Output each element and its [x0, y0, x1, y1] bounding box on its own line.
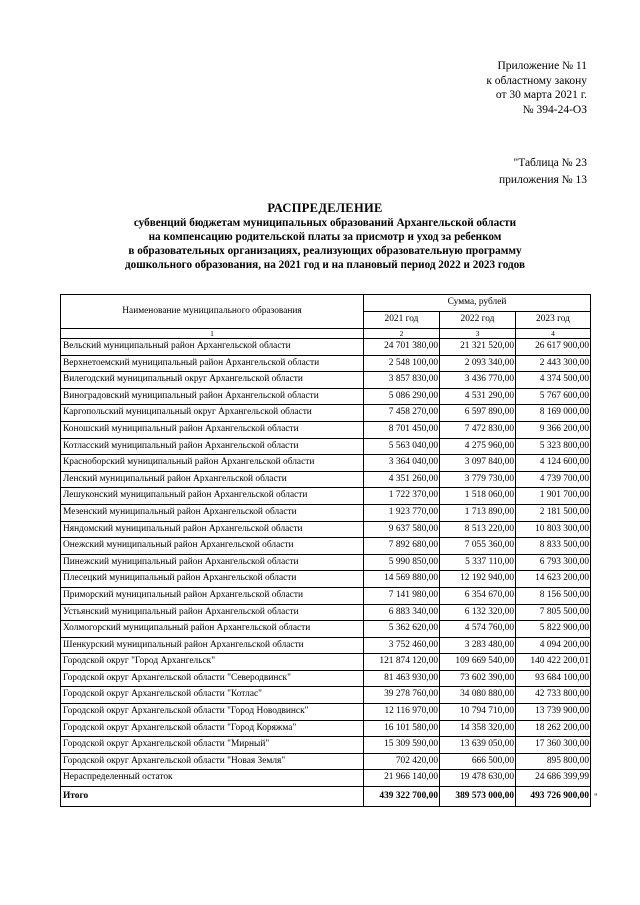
cell-amount-2021: 16 101 580,00 — [364, 720, 440, 737]
cell-amount-2023: 1 901 700,00 — [516, 488, 591, 505]
table-row — [61, 621, 591, 638]
header-name: Наименование муниципального образования — [61, 295, 364, 329]
table-body — [61, 339, 591, 807]
cell-amount-2023: 18 262 200,00 — [516, 720, 591, 737]
cell-amount-2022: 4 531 290,00 — [440, 388, 516, 405]
cell-municipality-name: Виноградовский муниципальный район Архангельской области — [61, 388, 364, 405]
cell-municipality-name: Нераспределенный остаток — [61, 770, 364, 787]
cell-municipality-name: Городской округ Архангельской области "Город Коряжма" — [61, 720, 364, 737]
cell-municipality-name: Лешуконский муниципальный район Архангельской области — [61, 488, 364, 505]
table-row — [61, 438, 591, 455]
annex-law-number: № 394-24-ОЗ — [522, 103, 587, 116]
table-row — [61, 687, 591, 704]
cell-municipality-name: Городской округ Архангельской области "Северодвинск" — [61, 670, 364, 687]
table-row — [61, 504, 591, 521]
cell-amount-2023: 13 739 900,00 — [516, 704, 591, 721]
total-row — [61, 787, 591, 807]
total-label: Итого — [61, 787, 364, 807]
cell-amount-2022: 21 321 520,00 — [440, 339, 516, 356]
cell-amount-2021: 14 569 880,00 — [364, 571, 440, 588]
cell-amount-2023: 895 800,00 — [516, 753, 591, 770]
distribution-table — [60, 294, 591, 807]
cell-amount-2022: 7 472 830,00 — [440, 421, 516, 438]
table-row — [61, 604, 591, 621]
cell-amount-2021: 15 309 590,00 — [364, 737, 440, 754]
cell-amount-2021: 1 722 370,00 — [364, 488, 440, 505]
cell-amount-2023: 93 684 100,00 — [516, 670, 591, 687]
cell-amount-2021: 7 458 270,00 — [364, 405, 440, 422]
column-index: 2 — [364, 329, 440, 339]
cell-amount-2021: 5 563 040,00 — [364, 438, 440, 455]
table-row — [61, 587, 591, 604]
annex-reference — [387, 59, 587, 117]
title-line-2: на компенсацию родительской платы за присмотр и уход за ребенком — [148, 231, 502, 243]
table-row — [61, 538, 591, 555]
cell-amount-2021: 3 364 040,00 — [364, 455, 440, 472]
table-row — [61, 670, 591, 687]
annex-date: от 30 марта 2021 г. — [495, 89, 587, 101]
cell-amount-2023: 14 623 200,00 — [516, 571, 591, 588]
table-row — [61, 637, 591, 654]
table-row — [61, 753, 591, 770]
cell-amount-2022: 109 669 540,00 — [440, 654, 516, 671]
cell-amount-2021: 121 874 120,00 — [364, 654, 440, 671]
cell-municipality-name: Онежский муниципальный район Архангельской области — [61, 538, 364, 555]
cell-amount-2023: 140 422 200,01 — [516, 654, 591, 671]
cell-municipality-name: Ленский муниципальный район Архангельской области — [61, 471, 364, 488]
table-row — [61, 388, 591, 405]
column-index: 3 — [440, 329, 516, 339]
cell-municipality-name: Шенкурский муниципальный район Архангельской области — [61, 637, 364, 654]
cell-amount-2022: 6 132 320,00 — [440, 604, 516, 621]
cell-municipality-name: Городской округ Архангельской области "Котлас" — [61, 687, 364, 704]
table-row — [61, 421, 591, 438]
cell-amount-2021: 8 701 450,00 — [364, 421, 440, 438]
cell-municipality-name: Городской округ Архангельской области "Мирный" — [61, 737, 364, 754]
cell-amount-2022: 5 337 110,00 — [440, 554, 516, 571]
cell-amount-2021: 4 351 260,00 — [364, 471, 440, 488]
cell-amount-2022: 666 500,00 — [440, 753, 516, 770]
document-title — [60, 201, 590, 272]
cell-amount-2023: 6 793 300,00 — [516, 554, 591, 571]
column-index: 4 — [516, 329, 591, 339]
cell-amount-2022: 73 602 390,00 — [440, 670, 516, 687]
header-year-2022: 2022 год — [440, 312, 516, 329]
cell-municipality-name: Вилегодский муниципальный округ Архангельской области — [61, 372, 364, 389]
cell-amount-2022: 7 055 360,00 — [440, 538, 516, 555]
title-line-4: дошкольного образования, на 2021 год и на плановый период 2022 и 2023 годов — [125, 259, 525, 271]
cell-amount-2023: 9 366 200,00 — [516, 421, 591, 438]
cell-amount-2023: 4 094 200,00 — [516, 637, 591, 654]
cell-municipality-name: Коношский муниципальный район Архангельской области — [61, 421, 364, 438]
cell-municipality-name: Верхнетоемский муниципальный район Архангельской области — [61, 355, 364, 372]
table-row — [61, 405, 591, 422]
cell-municipality-name: Няндомский муниципальный район Архангельской области — [61, 521, 364, 538]
cell-amount-2023: 10 803 300,00 — [516, 521, 591, 538]
column-index: 1 — [61, 329, 364, 339]
cell-amount-2023: 4 739 700,00 — [516, 471, 591, 488]
table-row — [61, 521, 591, 538]
cell-amount-2023: 5 822 900,00 — [516, 621, 591, 638]
cell-amount-2023: 5 323 800,00 — [516, 438, 591, 455]
cell-amount-2021: 5 362 620,00 — [364, 621, 440, 638]
cell-amount-2023: 4 374 500,00 — [516, 372, 591, 389]
table-number: "Таблица № 23 — [513, 157, 587, 169]
cell-amount-2022: 10 794 710,00 — [440, 704, 516, 721]
header-year-2021: 2021 год — [364, 312, 440, 329]
cell-amount-2021: 3 752 460,00 — [364, 637, 440, 654]
table-reference — [387, 155, 587, 188]
closing-quote: " — [594, 792, 598, 802]
cell-amount-2022: 3 097 840,00 — [440, 455, 516, 472]
table-row — [61, 355, 591, 372]
cell-municipality-name: Мезенский муниципальный район Архангельской области — [61, 504, 364, 521]
table-row — [61, 770, 591, 787]
table-row — [61, 720, 591, 737]
table-row — [61, 455, 591, 472]
cell-municipality-name: Плесецкий муниципальный район Архангельской области — [61, 571, 364, 588]
cell-amount-2022: 14 358 320,00 — [440, 720, 516, 737]
cell-amount-2021: 7 141 980,00 — [364, 587, 440, 604]
cell-amount-2022: 6 597 890,00 — [440, 405, 516, 422]
cell-amount-2021: 702 420,00 — [364, 753, 440, 770]
title-line-1: субвенций бюджетам муниципальных образований Архангельской области — [133, 217, 517, 229]
total-2022: 389 573 000,00 — [440, 787, 516, 807]
cell-amount-2022: 13 639 050,00 — [440, 737, 516, 754]
cell-municipality-name: Городской округ "Город Архангельск" — [61, 654, 364, 671]
cell-amount-2021: 5 990 850,00 — [364, 554, 440, 571]
table-row — [61, 654, 591, 671]
cell-amount-2022: 8 513 220,00 — [440, 521, 516, 538]
table-row — [61, 737, 591, 754]
cell-municipality-name: Котласский муниципальный район Архангельской области — [61, 438, 364, 455]
cell-amount-2023: 24 686 399,99 — [516, 770, 591, 787]
cell-amount-2023: 17 360 300,00 — [516, 737, 591, 754]
cell-amount-2022: 3 436 770,00 — [440, 372, 516, 389]
cell-municipality-name: Приморский муниципальный район Архангельской области — [61, 587, 364, 604]
cell-municipality-name: Каргопольский муниципальный округ Архангельской области — [61, 405, 364, 422]
cell-municipality-name: Устьянский муниципальный район Архангельской области — [61, 604, 364, 621]
cell-amount-2022: 1 518 060,00 — [440, 488, 516, 505]
annex-law: к областному закону — [486, 74, 587, 87]
cell-amount-2021: 1 923 770,00 — [364, 504, 440, 521]
table-row — [61, 488, 591, 505]
cell-amount-2023: 8 156 500,00 — [516, 587, 591, 604]
table-row — [61, 704, 591, 721]
cell-municipality-name: Городской округ Архангельской области "Город Новодвинск" — [61, 704, 364, 721]
cell-amount-2021: 39 278 760,00 — [364, 687, 440, 704]
cell-amount-2023: 2 443 300,00 — [516, 355, 591, 372]
cell-amount-2023: 26 617 900,00 — [516, 339, 591, 356]
cell-amount-2022: 4 275 960,00 — [440, 438, 516, 455]
header-sum: Сумма, рублей — [364, 295, 591, 312]
cell-amount-2022: 19 478 630,00 — [440, 770, 516, 787]
cell-amount-2021: 5 086 290,00 — [364, 388, 440, 405]
cell-amount-2021: 21 966 140,00 — [364, 770, 440, 787]
cell-amount-2023: 42 733 800,00 — [516, 687, 591, 704]
table-row — [61, 372, 591, 389]
total-2023: 493 726 900,00 — [516, 787, 591, 807]
cell-amount-2023: 8 169 000,00 — [516, 405, 591, 422]
cell-amount-2021: 2 548 100,00 — [364, 355, 440, 372]
cell-amount-2021: 9 637 580,00 — [364, 521, 440, 538]
cell-amount-2021: 81 463 930,00 — [364, 670, 440, 687]
cell-amount-2022: 3 779 730,00 — [440, 471, 516, 488]
cell-amount-2021: 3 857 830,00 — [364, 372, 440, 389]
cell-amount-2021: 12 116 970,00 — [364, 704, 440, 721]
cell-amount-2022: 2 093 340,00 — [440, 355, 516, 372]
cell-amount-2022: 3 283 480,00 — [440, 637, 516, 654]
table-appendix: приложения № 13 — [499, 173, 587, 186]
cell-amount-2022: 6 354 670,00 — [440, 587, 516, 604]
cell-amount-2023: 4 124 600,00 — [516, 455, 591, 472]
cell-municipality-name: Вельский муниципальный район Архангельской области — [61, 339, 364, 356]
header-year-2023: 2023 год — [516, 312, 591, 329]
cell-amount-2023: 2 181 500,00 — [516, 504, 591, 521]
cell-amount-2022: 34 080 880,00 — [440, 687, 516, 704]
cell-municipality-name: Красноборский муниципальный район Архангельской области — [61, 455, 364, 472]
cell-municipality-name: Городской округ Архангельской области "Новая Земля" — [61, 753, 364, 770]
cell-amount-2022: 4 574 760,00 — [440, 621, 516, 638]
cell-amount-2023: 5 767 600,00 — [516, 388, 591, 405]
cell-municipality-name: Пинежский муниципальный район Архангельской области — [61, 554, 364, 571]
title-main: РАСПРЕДЕЛЕНИЕ — [267, 201, 383, 215]
cell-municipality-name: Холмогорский муниципальный район Архангельской области — [61, 621, 364, 638]
title-line-3: в образовательных организациях, реализующих образовательную программу — [128, 245, 522, 257]
table-row — [61, 554, 591, 571]
cell-amount-2023: 7 805 500,00 — [516, 604, 591, 621]
table-row — [61, 339, 591, 356]
table-row — [61, 471, 591, 488]
cell-amount-2022: 1 713 890,00 — [440, 504, 516, 521]
cell-amount-2021: 6 883 340,00 — [364, 604, 440, 621]
cell-amount-2022: 12 192 940,00 — [440, 571, 516, 588]
total-2021: 439 322 700,00 — [364, 787, 440, 807]
table-row — [61, 571, 591, 588]
annex-number: Приложение № 11 — [497, 60, 587, 72]
cell-amount-2023: 8 833 500,00 — [516, 538, 591, 555]
cell-amount-2021: 7 892 680,00 — [364, 538, 440, 555]
cell-amount-2021: 24 701 380,00 — [364, 339, 440, 356]
